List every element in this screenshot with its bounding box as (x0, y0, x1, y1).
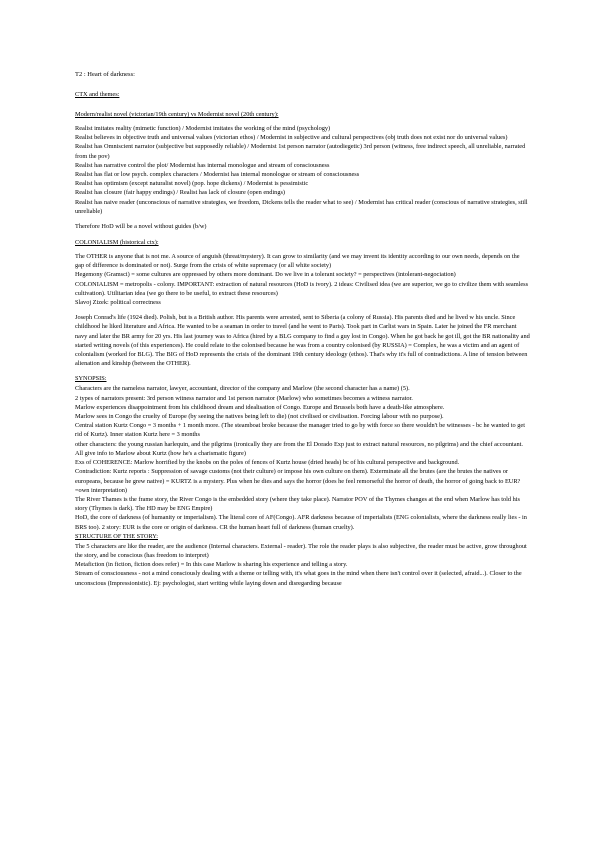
structure-line: The 5 characters are like the reader, are the audience (Internal characters. External - reader). The role the reader plays is also subjective, the reader must be active, grow throughout the story, and be conscious (has freedom to interpret) (75, 542, 527, 559)
synopsis-line: Exs of COHERENCE: Marlow horrified by the knobs on the poles of fences of Kurtz house (dried heads) bc of his cultural perspective and background. (75, 459, 460, 467)
document-title: T2 : Heart of darkness: (75, 71, 135, 78)
synopsis-line: The River Thames is the frame story, the River Congo is the embedded story (where they take place). Narrator POV of the Thymes changes at the end when Marlow has told his story (Thymes is dark). The HD may be ENG Empire) (75, 495, 520, 513)
synopsis-line: 2 types of narrators present: 3rd person witness narrator and 1st person narrator (Marlow) who sometimes becomes a witness narrator. (75, 394, 413, 402)
therefore-line: Therefore HoD will be a novel without guides (b/w) (75, 223, 207, 231)
document-page (75, 70, 530, 588)
modern-heading: Modern/realist novel (victorian/19th century) vs Modernist novel (20th century): (75, 111, 279, 118)
colonialism-line: The OTHER is anyone that is not me. A source of anguish (threat/mystery). It can grow to similarity (and we may invent its identity according to our own needs, depends on the gap of difference is dominated or not). Surge from the crisis of white supremacy (or all white society) (75, 253, 520, 270)
realist-line: Realist believes in objective truth and universal values (victorian ethos) / Modernist in subjective and cultural perspectives (obj truth does not exist nor do universal values) (75, 134, 508, 142)
realist-line: Realist has flat or low psych. complex characters / Modernist has internal monologue or stream of consciousness (75, 171, 360, 179)
synopsis-line: Characters are the nameless narrator, lawyer, accountant, director of the company and Marlow (the second character has a name) (5). (75, 385, 410, 393)
synopsis-line: Contradiction: Kurtz reports : Suppression of savage customs (not their culture) or impose his own culture on them). Exterminate all the brutes (are the brutes the natives or europeans, because he grew native) = KURTZ is a mystery. Plus when he dies and says the horror (does he feel remorseful the horror of death, the horror of going back to EUR?=own interpretation) (75, 468, 521, 494)
realist-line: Realist has Omniscient narrator (subjective but supposedly reliable) / Modernist 1st person narrator (autodiegetic) 3rd person (witness, free indirect speech, all unreliable, narrated from the pov) (75, 143, 526, 160)
structure-line: Metafiction (in fiction, fiction does refer) = In this case Marlow is sharing his experience and telling a story. (75, 561, 348, 569)
synopsis-line: Central station Kurtz Congo = 3 months + 1 month more. (The steamboat broke because the manager tried to go by with force so there wouldn't be witnesses - bc he wanted to get rid of Kurtz). Inner station Kurtz here = 3 months (75, 422, 525, 439)
colonialism-heading: COLONIALISM (historical ctx): (75, 239, 159, 247)
realist-line: Realist imitates reality (mimetic function) / Modernist imitates the working of the mind (psychology) (75, 125, 331, 132)
synopsis-heading: SYNOPSIS: (75, 375, 107, 383)
ctx-heading: CTX and themes: (75, 91, 120, 98)
synopsis-line: Marlow sees in Congo the cruelty of Europe (by seeing the natives being left to die) (not civilised or civilisation. Forcing labour with no purpose). (75, 413, 444, 421)
realist-line: Realist has naive reader (unconscious of narrative strategies, we freedom, Dickens tells the reader what to see) / Modernist has critical reader (conscious of narrative strategies, still unreliable) (75, 198, 528, 215)
structure-heading: STRUCTURE OF THE STORY: (75, 532, 158, 540)
realist-line: Realist has optimism (except naturalist novel) (pop. hope dickens) / Modernist is pessimistic (75, 180, 309, 188)
spacer (75, 80, 530, 90)
realist-line: Realist has narrative control the plot/ Modernist has internal monologue and stream of consciousness (75, 161, 330, 169)
synopsis-line: HoD, the core of darkness (of humanity or imperialism). The literal core of AF(Congo). AFR darkness because of imperialists (ENG colonialists, where the darkness really lies - in BRS too). 2 story: EUR is the core or origin of darkness. CR the human heart full of darkness (human cruelty). (75, 514, 527, 531)
colonialism-line: COLONIALISM = metropolis - colony. IMPORTANT: extraction of natural resources (HoD is ivory). 2 ideas: Civilised idea (we are superior, we go to civilize them with seamless cultivation). Utilitarian idea (we go there to be useful, to extract these resources) (75, 280, 529, 297)
synopsis-line: Marlow experiences disappointment from his childhood dream and idealisation of Congo. Europe and Brussels both have a death-like atmosphere. (75, 403, 445, 411)
synopsis-line: other characters: the young russian harlequin, and the pilgrims (ironically they are from the El Dorado Exp just to extract natural resources, no pilgrims) and the chief accountant. All give info to Marlow about Kurtz (how he's a charismatic figure) (75, 440, 523, 457)
colonialism-line: Slavoj Zizek: political correctness (75, 299, 161, 307)
realist-line: Realist has closure (fair happy endings) / Realist has lack of closure (open endings) (75, 189, 286, 197)
spacer (75, 100, 530, 110)
colonialism-line: Hegemony (Gramsci) = some cultures are oppressed by others more dominant. Do we live in a tolerant society? = perspectives (intolerant-negociation) (75, 271, 456, 279)
structure-line: Stream of consciousness - not a mind consciously dealing with a theme or telling with, it's what goes in the mind when there isn't control over it (selected, afraid...). Closer to the unconscious (Impressionistic). Ej: psychologist, start writing while laying down and disregarding because (75, 570, 522, 587)
conrad-paragraph: Joseph Conrad's life (1924 died). Polish, but is a British author. His parents were arrested, sent to Siberia (a colony of Russia). His parents died and he lived w his uncle. Since childhood he liked literature and Africa. He wanted to be a seaman in order to travel (and he went to Paris). Took part in Carlist wars in Spain. Later he joined the FR merchant navy and later the BR army for 20 yrs. His last journey was to Africa (hired by a BLG company to find a guy lost in Congo). When he got back he got ill, got the BR nationality and started writing novels (of this experiences). He could relate to the colonised because he was from a country colonised (by RUSSIA) = Complex, he was a victim and an agent of colonialism (worked for BLG). The BIG of HoD represents the crisis of the dominant 19th century ideology (ethos). That's why it's full of contradictions. A line of tension between alienation and kinship (between the OTHER). (75, 314, 530, 368)
